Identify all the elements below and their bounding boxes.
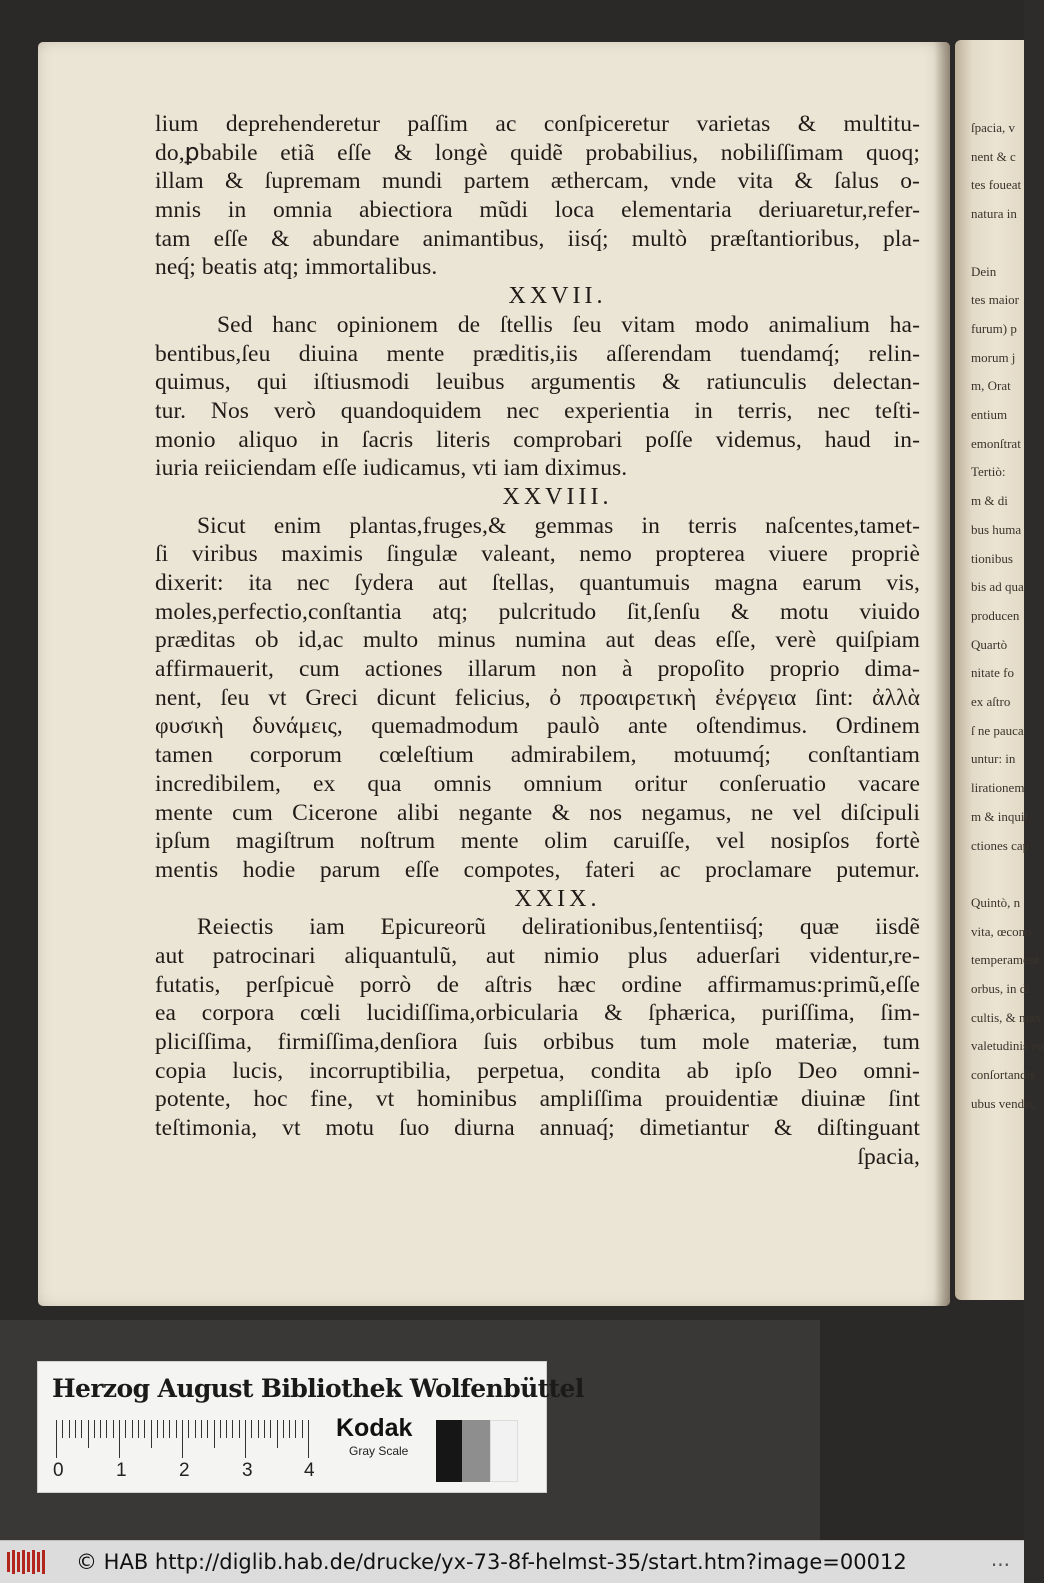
ruler-tick <box>258 1420 259 1438</box>
ruler-tick <box>119 1420 120 1458</box>
page-text <box>155 110 920 1171</box>
kodak-subtitle: Gray Scale <box>349 1444 409 1458</box>
ruler-tick <box>62 1420 63 1438</box>
ruler-tick <box>88 1420 89 1448</box>
facing-page-line: Tertiò: <box>971 464 1006 480</box>
facing-page-line: lirationem <box>971 780 1025 796</box>
ruler-tick <box>214 1420 215 1448</box>
gray-swatch-dark <box>436 1420 462 1482</box>
ruler-tick <box>220 1420 221 1438</box>
ruler-tick <box>308 1420 309 1458</box>
ruler-tick <box>56 1420 57 1458</box>
ruler-tick <box>138 1420 139 1438</box>
text-line: incredibilem, ex qua omnis omnium oritur conſeruatio vacare <box>155 770 920 797</box>
text-line: nent, ſeu vt Greci dicunt felicius, ὀ προαιρετικὴ ἐνέργεια ſint: ἀλλὰ <box>155 684 920 711</box>
facing-page-line: bus huma <box>971 521 1022 537</box>
text-line: ea corpora cœli lucidiſſima,orbicularia & ſphærica, puriſſima, ſim- <box>155 1000 920 1027</box>
ruler-tick <box>302 1420 303 1438</box>
text-line: tam eſſe & abundare animantibus, iisq́; multò præſtantioribus, pla- <box>155 225 920 252</box>
ruler-tick <box>113 1420 114 1438</box>
page-gutter-shadow <box>934 42 950 1306</box>
text-line: ſi viribus maximis ſingulæ valeant, nemo propterea viuere propriè <box>155 541 920 568</box>
facing-page-line: vita, œcono <box>971 923 1032 939</box>
ruler-number-4: 4 <box>304 1460 315 1481</box>
text-line: Sicut enim plantas,fruges,& gemmas in terris naſcentes,tamet- <box>197 512 920 539</box>
facing-page-line: cultis, & max <box>971 1009 1042 1025</box>
section-heading-29: XXIX. <box>514 885 601 912</box>
text-line: præditas ob id,ac multo minus numina aut deas eſſe, verè quiſpiam <box>155 627 920 654</box>
catchword: ſpacia, <box>857 1143 920 1170</box>
text-line: mente cum Cicerone alibi negante & nos negamus, ne vel diſcipuli <box>155 799 920 826</box>
text-line: φυσικὴ δυνάμεις, quemadmodum paulò ante oſtendimus. Ordinem <box>155 713 920 740</box>
text-line: bentibus,ſeu diuina mente præditis,iis aſſerendam tuendamq́; relin- <box>155 340 920 367</box>
text-line: mnis in omnia abiectiora mũdi loca elementaria deriuaretur,refer- <box>155 197 920 224</box>
text-line: moles,perfectio,conſtantia atq; pulcritudo ſit,ſenſu & motu viuido <box>155 598 920 625</box>
ruler-tick <box>277 1420 278 1448</box>
facing-page-line: tionibus <box>971 550 1013 566</box>
ruler-tick <box>151 1420 152 1448</box>
facing-page-line: tes maior <box>971 292 1020 308</box>
text-line: quimus, qui iſtiusmodi leuibus argumentis & ratiunculis delectan- <box>155 369 920 396</box>
text-line: aut patrocinari aliquantulũ, aut nimio plus aduerſari videntur,re- <box>155 942 920 969</box>
ruler-tick <box>195 1420 196 1438</box>
ruler-tick <box>75 1420 76 1438</box>
facing-page-line: Dein <box>971 263 997 279</box>
facing-page-line: m & di <box>971 493 1008 509</box>
gray-swatch-light <box>490 1420 518 1482</box>
section-heading-28: XXVIII. <box>502 483 613 510</box>
gray-swatch-mid <box>462 1420 490 1482</box>
facing-page-line: m & inquil <box>971 808 1029 824</box>
text-line: illam & ſupremam mundi partem æthercam, vnde vita & ſalus o- <box>155 168 920 195</box>
facing-page-line: tes foueat <box>971 177 1022 193</box>
more-options-icon[interactable]: ... <box>990 1547 1010 1571</box>
hab-logo-icon <box>6 1549 48 1575</box>
facing-page-line: natura in <box>971 206 1017 222</box>
ruler-tick <box>295 1420 296 1438</box>
facing-page-line: furum) p <box>971 320 1017 336</box>
facing-page-line: untur: in <box>971 751 1016 767</box>
ruler-tick <box>69 1420 70 1438</box>
text-line: Sed hanc opinionem de ſtellis ſeu vitam modo animalium ha- <box>217 311 920 338</box>
ruler-tick <box>132 1420 133 1438</box>
text-line: ipſum magiſtrum noſtrum mente olim caruiſſe, vel nosipſos fortè <box>155 828 920 855</box>
ruler-tick <box>100 1420 101 1438</box>
ruler-tick <box>182 1420 183 1458</box>
ruler-tick <box>207 1420 208 1438</box>
ruler-tick <box>188 1420 189 1438</box>
text-line: pliciſſima, firmiſſima,denſiora ſuis orbibus tum mole materiæ, tum <box>155 1029 920 1055</box>
color-scale-card <box>37 1361 584 1493</box>
section-26-continuation <box>155 110 920 282</box>
section-27 <box>155 311 920 483</box>
ruler-tick <box>289 1420 290 1438</box>
text-line: affirmauerit, cum actiones illarum non à propoſito proprio dima- <box>155 656 920 683</box>
ruler-tick <box>245 1420 246 1458</box>
ruler-tick <box>125 1420 126 1438</box>
ruler-number-0: 0 <box>53 1460 64 1481</box>
section-29 <box>155 913 920 1143</box>
facing-page-line: conſortandis <box>971 1067 1036 1083</box>
text-line: tur. Nos verò quandoquidem nec experientia in terris, nec teſti- <box>155 397 920 424</box>
facing-page-line: valetudinis eo <box>971 1038 1044 1054</box>
facing-page-line: ſpacia, v <box>971 120 1016 135</box>
ruler-tick <box>283 1420 284 1438</box>
ruler-number-2: 2 <box>179 1460 190 1481</box>
ruler-tick <box>106 1420 107 1438</box>
facing-page-line: temperament <box>971 952 1039 968</box>
text-line: monio aliquo in ſacris literis comprobari poſſe videmus, haud in- <box>155 426 920 453</box>
ruler-tick <box>144 1420 145 1438</box>
facing-page-line: ctiones cap <box>971 837 1030 853</box>
ruler-tick <box>176 1420 177 1438</box>
ruler-tick <box>232 1420 233 1438</box>
text-line: potente, hoc fine, vt hominibus ampliſſima prouidentiæ diuinæ ſint <box>155 1086 920 1113</box>
facing-page-line: nent & c <box>971 148 1016 164</box>
facing-page-line: m, Orat <box>971 378 1011 394</box>
ruler-tick <box>94 1420 95 1438</box>
ruler-tick <box>81 1420 82 1438</box>
facing-page <box>955 40 1044 1300</box>
ruler <box>56 1420 331 1458</box>
facing-page-line: Quartò <box>971 636 1008 652</box>
text-line: dixerit: ita nec ſydera aut ſtellas, quantumuis magna earum vis, <box>155 570 920 596</box>
footer-permalink[interactable]: © HAB http://diglib.hab.de/drucke/yx-73-8f-helmst-35/start.htm?image=00012 <box>76 1550 907 1574</box>
facing-page-line: Quintò, n <box>971 894 1021 910</box>
facing-page-line: producen <box>971 607 1020 623</box>
facing-page-line: ſ ne pauca <box>971 722 1024 738</box>
ruler-number-1: 1 <box>116 1460 127 1481</box>
kodak-logo: Kodak <box>336 1414 413 1442</box>
ruler-tick <box>239 1420 240 1438</box>
ruler-number-3: 3 <box>242 1460 253 1481</box>
section-heading-27: XXVII. <box>508 283 607 310</box>
facing-page-line: emonſtrat <box>971 435 1021 451</box>
text-line: mentis hodie parum eſſe compotes, fateri ac proclamare putemur. <box>155 856 920 883</box>
ruler-tick <box>251 1420 252 1438</box>
ruler-tick <box>264 1420 265 1438</box>
text-line: neq́; beatis atq; immortalibus. <box>155 254 438 281</box>
text-line: copia lucis, incorruptibilia, perpetua, condita ab ipſo Deo omni- <box>155 1057 920 1084</box>
facing-page-line: ex aſtro <box>971 694 1011 709</box>
ruler-tick <box>270 1420 271 1438</box>
text-line: Reiectis iam Epicureorũ delirationibus,ſententiisq́; quæ iisdẽ <box>197 914 920 941</box>
text-line: lium deprehenderetur paſſim ac conſpiceretur varietas & multitu- <box>155 111 920 137</box>
facing-page-line: ubus vendis, <box>971 1095 1036 1111</box>
text-line: tamen corporum cœleſtium admirabilem, motuumq́; conſtantiam <box>155 742 920 769</box>
ruler-tick <box>157 1420 158 1438</box>
library-title: Herzog August Bibliothek Wolfenbüttel <box>52 1374 584 1403</box>
section-28 <box>155 512 920 885</box>
facing-page-line: entium <box>971 407 1008 422</box>
text-line: teſtimonia, vt motu ſuo diurna annuaq́; dimetiantur & diſtinguant <box>155 1115 920 1142</box>
text-line: do,ꝑbabile etiã eſſe & longè quidẽ probabilius, nobiliſſimam quoq; <box>155 139 920 166</box>
facing-page-line: morum j <box>971 349 1016 365</box>
ruler-tick <box>169 1420 170 1438</box>
facing-page-line: orbus, in di <box>971 981 1030 996</box>
facing-page-line: nitate fo <box>971 665 1014 681</box>
footer-bar <box>0 1540 1024 1583</box>
ruler-tick <box>163 1420 164 1438</box>
text-line: futatis, perſpicuè porrò de aſtris hæc ordine affirmamus:primũ,eſſe <box>155 971 920 998</box>
ruler-tick <box>201 1420 202 1438</box>
text-line: iuria reiiciendam eſſe iudicamus, vti iam diximus. <box>155 455 628 482</box>
facing-page-line: bis ad qua <box>971 579 1024 595</box>
ruler-tick <box>226 1420 227 1438</box>
